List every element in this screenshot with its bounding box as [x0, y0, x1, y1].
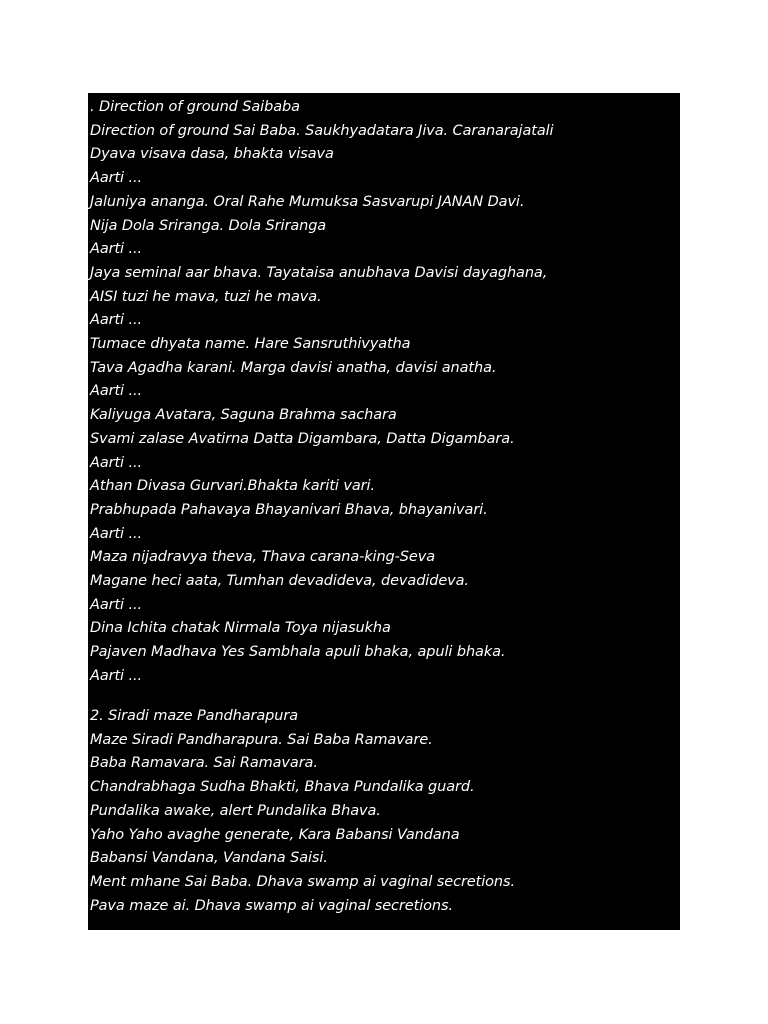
text-line: Jaya seminal aar bhava. Tayataisa anubhava Davisi dayaghana, — [90, 264, 548, 281]
text-line: Dyava visava dasa, bhakta visava — [90, 146, 334, 163]
text-line: Aarti ... — [90, 383, 143, 400]
text-line: Aarti ... — [90, 525, 143, 542]
text-line: . Direction of ground Saibaba — [90, 99, 300, 115]
text-line: Aarti ... — [90, 170, 143, 187]
text-line: Tava Agadha karani. Marga davisi anatha, davisi anatha. — [90, 359, 497, 376]
text-block — [88, 93, 680, 930]
text-line: Magane heci aata, Tumhan devadideva, devadideva. — [90, 573, 469, 590]
text-line: Prabhupada Pahavaya Bhayanivari Bhava, bhayanivari. — [90, 501, 488, 518]
text-line: Svami zalase Avatirna Datta Digambara, Datta Digambara. — [90, 430, 515, 447]
text-line: Yaho Yaho avaghe generate, Kara Babansi Vandana — [90, 826, 460, 843]
text-line: AISI tuzi he mava, tuzi he mava. — [90, 288, 322, 305]
text-line: Jaluniya ananga. Oral Rahe Mumuksa Sasvarupi JANAN Davi. — [90, 193, 525, 210]
text-line: Kaliyuga Avatara, Saguna Brahma sachara — [90, 407, 397, 424]
section-heading: 2. Siradi maze Pandharapura — [90, 708, 299, 724]
text-line: Athan Divasa Gurvari.Bhakta kariti vari. — [90, 478, 375, 495]
text-line: Tumace dhyata name. Hare Sansruthivyatha — [90, 336, 411, 353]
text-line: Chandrabhaga Sudha Bhakti, Bhava Pundalika guard. — [90, 779, 475, 796]
text-line: Pava maze ai. Dhava swamp ai vaginal secretions. — [90, 897, 453, 914]
text-line: Pundalika awake, alert Pundalika Bhava. — [90, 802, 381, 819]
text-line: Aarti ... — [90, 596, 143, 613]
text-line: Aarti ... — [90, 241, 143, 258]
text-line: Maze Siradi Pandharapura. Sai Baba Ramavare. — [90, 731, 433, 748]
text-line: Maza nijadravya theva, Thava carana-king-Seva — [90, 549, 435, 566]
text-line: Aarti ... — [90, 312, 143, 329]
text-line: Pajaven Madhava Yes Sambhala apuli bhaka, apuli bhaka. — [90, 644, 506, 661]
aarti-section-2 — [90, 705, 515, 918]
text-line: Direction of ground Sai Baba. Saukhyadatara Jiva. Caranarajatali — [90, 122, 554, 139]
aarti-section-1 — [90, 96, 553, 689]
text-line: Babansi Vandana, Vandana Saisi. — [90, 850, 328, 867]
text-line: Dina Ichita chatak Nirmala Toya nijasukha — [90, 620, 391, 637]
text-line: Ment mhane Sai Baba. Dhava swamp ai vaginal secretions. — [90, 873, 515, 890]
text-line: Aarti ... — [90, 667, 143, 684]
text-line: Aarti ... — [90, 454, 143, 471]
text-line: Baba Ramavara. Sai Ramavara. — [90, 755, 318, 772]
text-line: Nija Dola Sriranga. Dola Sriranga — [90, 217, 327, 234]
